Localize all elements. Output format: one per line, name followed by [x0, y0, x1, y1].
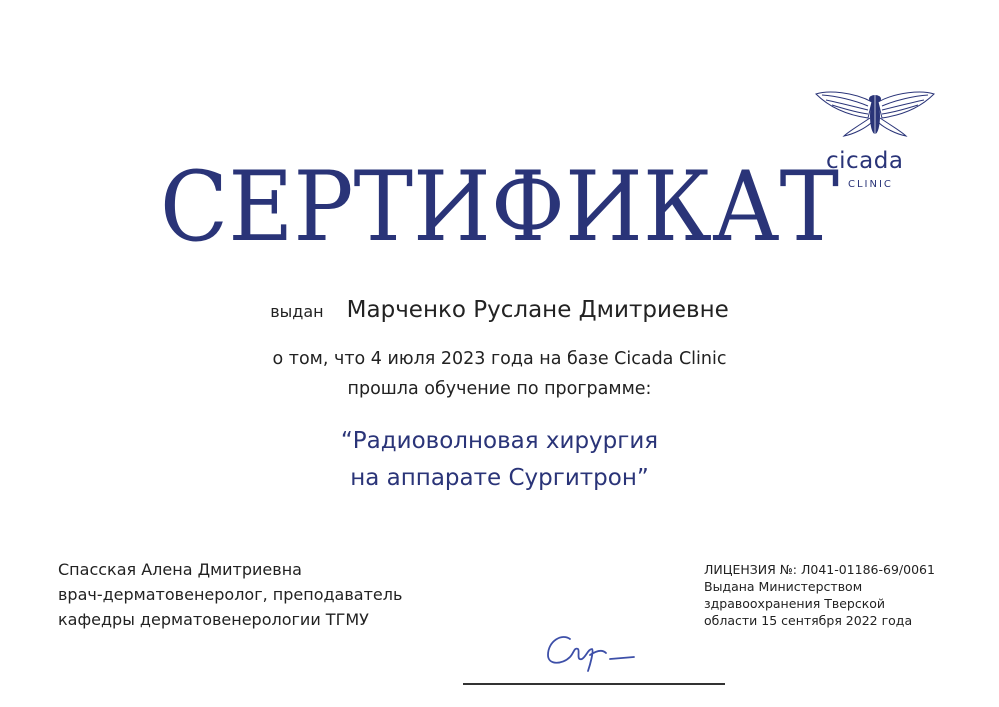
- recipient-name: Марченко Руслане Дмитриевне: [346, 297, 729, 323]
- statement-line-2: прошла обучение по программе:: [347, 379, 652, 399]
- logo-wordmark: cicada: [826, 148, 904, 174]
- signature-line: [463, 683, 725, 685]
- license-issue-date: области 15 сентября 2022 года: [704, 613, 913, 628]
- license-issuer-line-2: здравоохранения Тверской: [704, 596, 886, 611]
- certificate-title: СЕРТИФИКАТ: [159, 151, 840, 263]
- issued-row: [0, 297, 999, 323]
- issued-label: выдан: [270, 302, 324, 321]
- handwritten-signature: [540, 625, 650, 675]
- license-number: ЛИЦЕНЗИЯ №: Л041-01186-69/0061: [704, 562, 935, 577]
- program-title-line-2: на аппарате Сургитрон”: [350, 465, 649, 491]
- signer-department: кафедры дерматовенерологии ТГМУ: [58, 610, 369, 629]
- cicada-insect-icon: [814, 88, 936, 146]
- logo-subtitle: CLINIC: [848, 179, 893, 190]
- statement-line-1: о том, что 4 июля 2023 года на базе Cicada Clinic: [272, 349, 727, 369]
- signer-name: Спасская Алена Дмитриевна: [58, 560, 302, 579]
- program-title-line-1: “Радиоволновая хирургия: [340, 428, 659, 454]
- signer-position: врач-дерматовенеролог, преподаватель: [58, 585, 403, 604]
- license-issuer-line-1: Выдана Министерством: [704, 579, 863, 594]
